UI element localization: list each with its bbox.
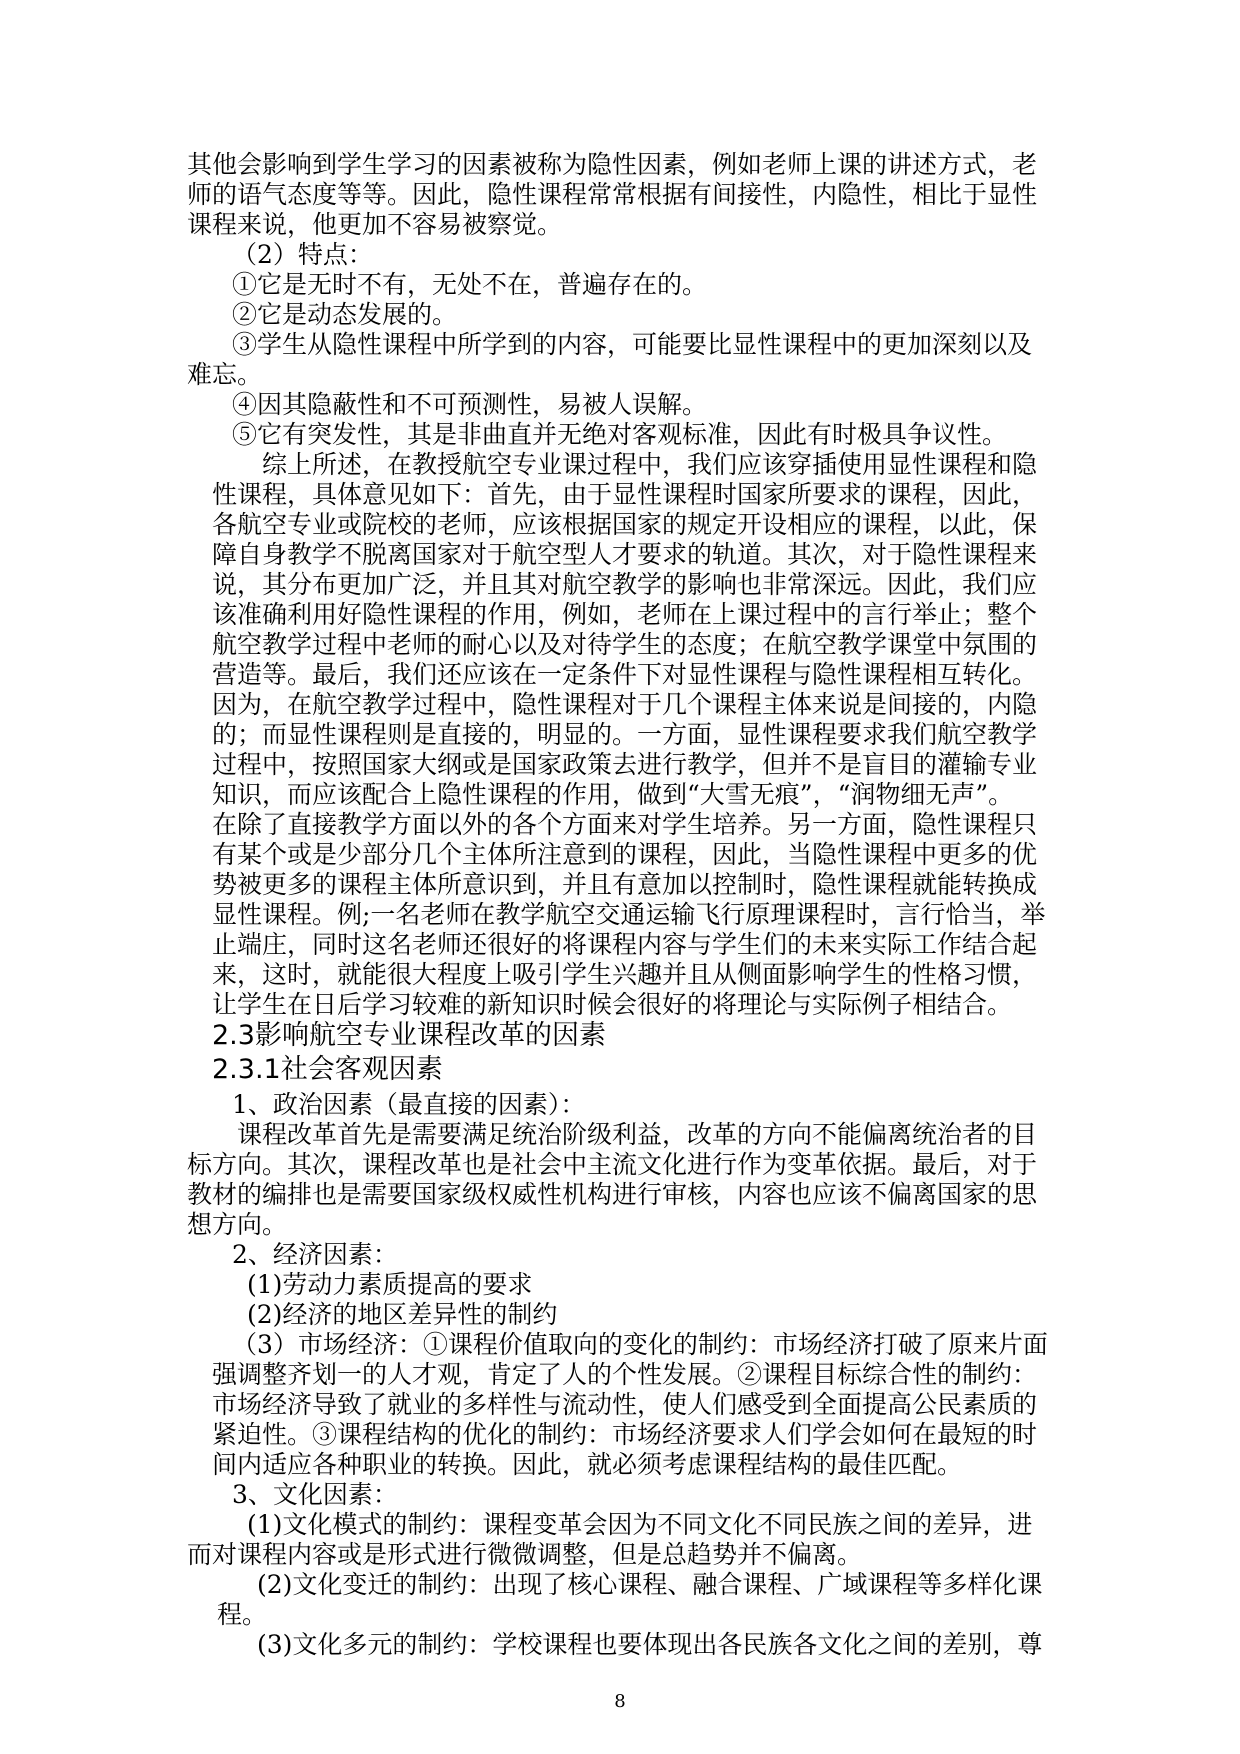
section-heading: 2.3影响航空专业课程改革的因素 (212, 1020, 606, 1051)
text-line: 教材的编排也是需要国家级权威性机构进行审核，内容也应该不偏离国家的思 (187, 1180, 1038, 1209)
text-line: 课程来说，他更加不容易被察觉。 (187, 210, 563, 239)
text-line: 3、文化因素： (232, 1480, 398, 1509)
text-line: 想方向。 (187, 1210, 288, 1239)
text-line: 在除了直接教学方面以外的各个方面来对学生培养。另一方面，隐性课程只 (212, 810, 1038, 839)
text-line: 止端庄，同时这名老师还很好的将课程内容与学生们的未来实际工作结合起 (212, 930, 1038, 959)
text-line: 1、政治因素（最直接的因素）： (232, 1090, 586, 1119)
text-line: 营造等。最后，我们还应该在一定条件下对显性课程与隐性课程相互转化。 (212, 660, 1038, 689)
text-line: ③学生从隐性课程中所学到的内容，可能要比显性课程中的更加深刻以及 (232, 330, 1033, 359)
text-line: 因为，在航空教学过程中，隐性课程对于几个课程主体来说是间接的，内隐 (212, 690, 1038, 719)
text-line: 知识，而应该配合上隐性课程的作用，做到“大雪无痕”，“润物细无声”。 (212, 780, 1014, 809)
text-line: (1)文化模式的制约：课程变革会因为不同文化不同民族之间的差异，进 (247, 1510, 1033, 1539)
text-line: 势被更多的课程主体所意识到，并且有意加以控制时，隐性课程就能转换成 (212, 870, 1038, 899)
text-line: （2）特点： (232, 240, 373, 269)
text-line: 程。 (217, 1600, 268, 1629)
text-line: 该准确利用好隐性课程的作用，例如，老师在上课过程中的言行举止；整个 (212, 600, 1038, 629)
text-line: 而对课程内容或是形式进行微微调整，但是总趋势并不偏离。 (187, 1540, 863, 1569)
subsection-heading: 2.3.1社会客观因素 (212, 1054, 443, 1085)
text-line: 紧迫性。③课程结构的优化的制约：市场经济要求人们学会如何在最短的时 (212, 1420, 1038, 1449)
text-line: 其他会影响到学生学习的因素被称为隐性因素，例如老师上课的讲述方式，老 (187, 150, 1038, 179)
text-line: ④因其隐蔽性和不可预测性，易被人误解。 (232, 390, 708, 419)
text-line: 来，这时，就能很大程度上吸引学生兴趣并且从侧面影响学生的性格习惯， (212, 960, 1038, 989)
text-line: 障自身教学不脱离国家对于航空型人才要求的轨道。其次，对于隐性课程来 (212, 540, 1038, 569)
text-line: 课程改革首先是需要满足统治阶级利益，改革的方向不能偏离统治者的目 (237, 1120, 1038, 1149)
text-line: 强调整齐划一的人才观，肯定了人的个性发展。②课程目标综合性的制约： (212, 1360, 1038, 1389)
text-line: 过程中，按照国家大纲或是国家政策去进行教学，但并不是盲目的灌输专业 (212, 750, 1038, 779)
text-line: 的；而显性课程则是直接的，明显的。一方面，显性课程要求我们航空教学 (212, 720, 1038, 749)
text-line: 让学生在日后学习较难的新知识时候会很好的将理论与实际例子相结合。 (212, 990, 1013, 1019)
text-line: 说，其分布更加广泛，并且其对航空教学的影响也非常深远。因此，我们应 (212, 570, 1038, 599)
text-line: 标方向。其次，课程改革也是社会中主流文化进行作为变革依据。最后，对于 (187, 1150, 1038, 1179)
text-line: 间内适应各种职业的转换。因此，就必须考虑课程结构的最佳匹配。 (212, 1450, 963, 1479)
text-line: ①它是无时不有，无处不在，普遍存在的。 (232, 270, 708, 299)
text-line: 综上所述，在教授航空专业课过程中，我们应该穿插使用显性课程和隐 (262, 450, 1038, 479)
text-line: (2)经济的地区差异性的制约 (247, 1300, 558, 1329)
text-line: (3)文化多元的制约：学校课程也要体现出各民族各文化之间的差别，尊 (257, 1630, 1043, 1659)
text-line: (1)劳动力素质提高的要求 (247, 1270, 533, 1299)
text-line: 有某个或是少部分几个主体所注意到的课程，因此，当隐性课程中更多的优 (212, 840, 1038, 869)
text-line: 显性课程。例;一名老师在教学航空交通运输飞行原理课程时，言行恰当，举 (212, 900, 1046, 929)
text-line: 各航空专业或院校的老师，应该根据国家的规定开设相应的课程，以此，保 (212, 510, 1038, 539)
text-line: 市场经济导致了就业的多样性与流动性，使人们感受到全面提高公民素质的 (212, 1390, 1038, 1419)
page-number: 8 (614, 1691, 626, 1712)
text-line: 难忘。 (187, 360, 263, 389)
text-line: 师的语气态度等等。因此，隐性课程常常根据有间接性，内隐性，相比于显性 (187, 180, 1038, 209)
text-line: （3）市场经济：①课程价值取向的变化的制约：市场经济打破了原来片面 (232, 1330, 1048, 1359)
text-line: (2)文化变迁的制约：出现了核心课程、融合课程、广域课程等多样化课 (257, 1570, 1043, 1599)
text-line: ⑤它有突发性，其是非曲直并无绝对客观标准，因此有时极具争议性。 (232, 420, 1008, 449)
text-line: 2、经济因素： (232, 1240, 398, 1269)
text-line: 性课程，具体意见如下：首先，由于显性课程时国家所要求的课程，因此， (212, 480, 1038, 509)
text-line: ②它是动态发展的。 (232, 300, 458, 329)
text-line: 航空教学过程中老师的耐心以及对待学生的态度；在航空教学课堂中氛围的 (212, 630, 1038, 659)
